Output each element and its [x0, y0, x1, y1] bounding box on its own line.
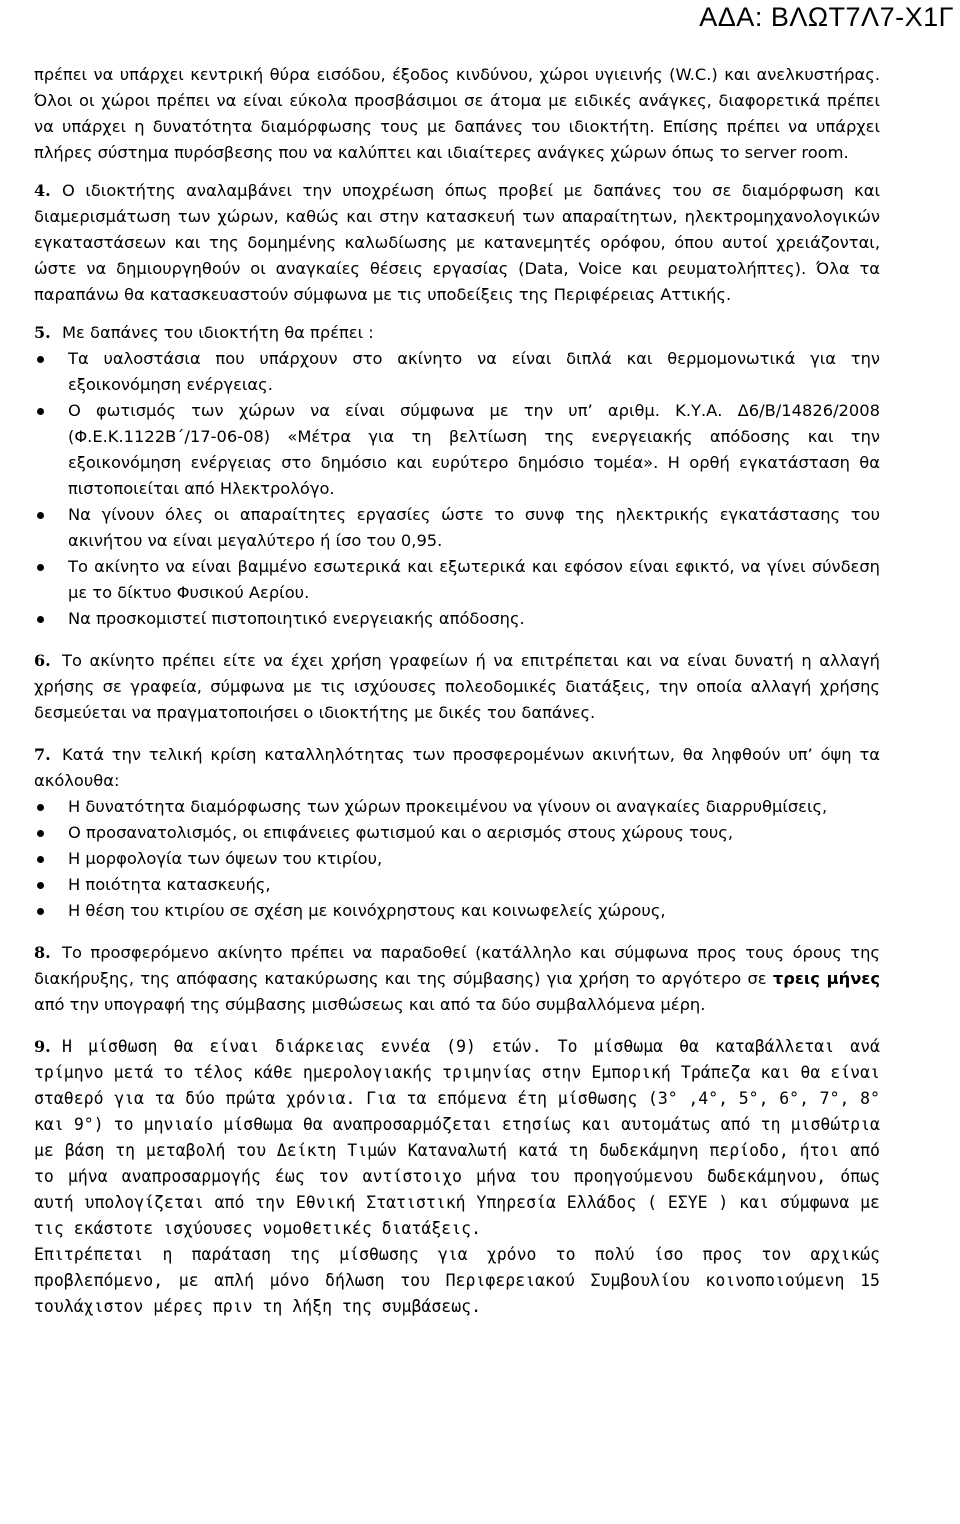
section-9 [34, 1034, 880, 1242]
section-8-text-b: από την υπογραφή της σύμβασης μισθώσεως και από τα δύο συμβαλλόμενα μέρη. [34, 995, 706, 1014]
list-item: Το ακίνητο να είναι βαμμένο εσωτερικά και εξωτερικά και εφόσον είναι εφικτό, να γίνει σύνδεση με το δίκτυο Φυσικού Αερίου. [34, 554, 880, 606]
list-item: Η δυνατότητα διαμόρφωσης των χώρων προκειμένου να γίνουν οι αναγκαίες διαρρυθμίσεις, [34, 794, 880, 820]
list-item: Η μορφολογία των όψεων του κτιρίου, [34, 846, 880, 872]
ada-code: ΑΔΑ: ΒΛΩΤ7Λ7-Χ1Γ [699, 2, 954, 32]
section-8-number: 8. [34, 943, 51, 962]
document-body [34, 62, 880, 1320]
section-6-number: 6. [34, 651, 51, 670]
section-5-list [34, 346, 880, 632]
section-8-bold-term: τρεις μήνες [772, 969, 881, 988]
section-9-text: Η μίσθωση θα είναι διάρκειας εννέα (9) ετών. Το μίσθωμα θα καταβάλλεται ανά τρίμηνο μετά το τέλος κάθε ημερολογιακής τριμηνίας στην Εμπορική Τράπεζα και θα είναι σταθερό για τα δύο πρώτα χρόνια. Για τα επόμενα έτη μίσθωσης (3° ,4°, 5°, 6°, 7°, 8° και 9°) το μηνιαίο μίσθωμα θα αναπροσαρμόζεται ετησίως και αυτομάτως από τη μισθώτρια με βάση τη μεταβολή του Δείκτη Τιμών Καταναλωτή κατά τη δωδεκάμηνη περίοδο, ήτοι από το μήνα αναπροσαρμογής έως τον αντίστοιχο μήνα του προηγούμενου δωδεκάμηνου, όπως αυτή υπολογίζεται από την Εθνική Στατιστική Υπηρεσία Ελλάδος ( ΕΣΥΕ ) και σύμφωνα με τις εκάστοτε ισχύουσες νομοθετικές διατάξεις. [34, 1037, 880, 1238]
section-6-text: Το ακίνητο πρέπει είτε να έχει χρήση γραφείων ή να επιτρέπεται και να είναι δυνατή η αλλαγή χρήσης σε γραφεία, σύμφωνα με τις ισχύουσες πολεοδομικές διατάξεις, την οποία αλλαγή χρήσης δεσμεύεται να πραγματοποιήσει ο ιδιοκτήτης με δικές του δαπάνες. [34, 651, 880, 722]
intro-paragraph: πρέπει να υπάρχει κεντρική θύρα εισόδου, έξοδος κινδύνου, χώροι υγιεινής (W.C.) και ανελκυστήρας. Όλοι οι χώροι πρέπει να είναι εύκολα προσβάσιμοι σε άτομα με ειδικές ανάγκες, διαφορετικά πρέπει να υπάρχει η δυνατότητα διαμόρφωσης τους με δαπάνες του ιδιοκτήτη. Επίσης πρέπει να υπάρχει πλήρες σύστημα πυρόσβεσης που να καλύπτει και ιδιαίτερες ανάγκες χώρων όπως το server room. [34, 65, 880, 162]
section-9-extension: Επιτρέπεται η παράταση της μίσθωσης για χρόνο το πολύ ίσο προς τον αρχικώς προβλεπόμενο, με απλή μόνο δήλωση του Περιφερειακού Συμβουλίου κοινοποιούμενη 15 τουλάχιστον μέρες πριν τη λήξη της συμβάσεως. [34, 1245, 880, 1316]
list-item: Ο φωτισμός των χώρων να είναι σύμφωνα με την υπ’ αριθμ. Κ.Υ.Α. Δ6/Β/14826/2008 (Φ.Ε.Κ.1122Β΄/17-06-08) «Μέτρα για τη βελτίωση της ενεργειακής απόδοσης και την εξοικονόμηση ενέργειας στο δημόσιο και ευρύτερο δημόσιο τομέα». Η ορθή εγκατάσταση θα πιστοποιείται από Ηλεκτρολόγο. [34, 398, 880, 502]
section-7 [34, 742, 880, 794]
list-item: Η ποιότητα κατασκευής, [34, 872, 880, 898]
section-9-number: 9. [34, 1037, 51, 1056]
section-4-text: Ο ιδιοκτήτης αναλαμβάνει την υποχρέωση όπως προβεί με δαπάνες του σε διαμόρφωση και διαμερισμάτωση των χώρων, καθώς και στην κατασκευή των απαραίτητων, ηλεκτρομηχανολογικών εγκαταστάσεων και της δομημένης καλωδίωσης με κατανεμητές ορόφου, όπου αυτοί χρειάζονται, ώστε να δημιουργηθούν οι αναγκαίες θέσεις εργασίας (Data, Voice και ρευματολήπτες). Όλα τα παραπάνω θα κατασκευαστούν σύμφωνα με τις υποδείξεις της Περιφέρειας Αττικής. [34, 181, 880, 304]
section-7-number: 7. [34, 745, 51, 764]
section-6 [34, 648, 880, 726]
list-item: Ο προσανατολισμός, οι επιφάνειες φωτισμού και ο αερισμός στους χώρους τους, [34, 820, 880, 846]
section-7-list [34, 794, 880, 924]
list-item: Να γίνουν όλες οι απαραίτητες εργασίες ώστε το συνφ της ηλεκτρικής εγκατάστασης του ακινήτου να είναι μεγαλύτερο ή ίσο του 0,95. [34, 502, 880, 554]
list-item: Να προσκομιστεί πιστοποιητικό ενεργειακής απόδοσης. [34, 606, 880, 632]
section-8-text-a: Το προσφερόμενο ακίνητο πρέπει να παραδοθεί (κατάλληλο και σύμφωνα προς τους όρους της διακήρυξης, της απόφασης κατακύρωσης και της σύμβασης) για χρήση το αργότερο σε [34, 943, 880, 988]
section-4 [34, 178, 880, 308]
list-item: Η θέση του κτιρίου σε σχέση με κοινόχρηστους και κοινωφελείς χώρους, [34, 898, 880, 924]
section-4-number: 4. [34, 181, 51, 200]
section-5-text: Με δαπάνες του ιδιοκτήτη θα πρέπει : [62, 323, 374, 342]
section-5-number: 5. [34, 323, 51, 342]
section-7-text: Κατά την τελική κρίση καταλληλότητας των προσφερομένων ακινήτων, θα ληφθούν υπ’ όψη τα ακόλουθα: [34, 745, 880, 790]
section-8 [34, 940, 880, 1018]
list-item: Τα υαλοστάσια που υπάρχουν στο ακίνητο να είναι διπλά και θερμομονωτικά για την εξοικονόμηση ενέργειας. [34, 346, 880, 398]
section-5 [34, 320, 880, 346]
